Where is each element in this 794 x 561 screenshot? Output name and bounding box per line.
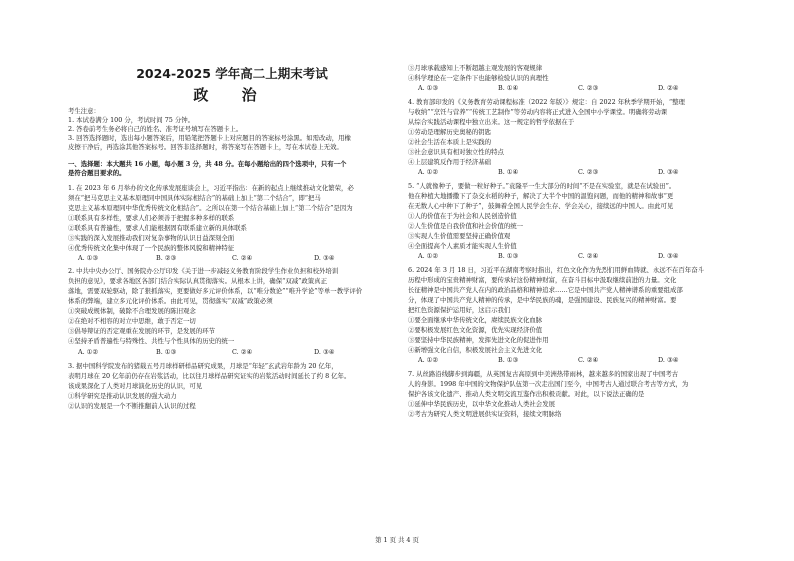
question-6-line: ①要全面继承中华传统文化，赓续民族文化血脉 — [408, 316, 543, 324]
question-5-option-d: D. ③④ — [658, 252, 679, 260]
question-6-line: 长征精神是中国共产党人在内的政治品格和精神追求……它是中国共产党人精神谱系的重要组成部 — [408, 286, 683, 294]
question-6-line: 6. 2024 年 3 月 18 日，习近平在湖南考察时指出，红色文化作为先烈们用鲜血铸就、永远不在百年奋斗 — [408, 266, 704, 274]
question-1-line: 克思主义基本原理同中华优秀传统文化相结合”。之所以在第一个结合基础上加上“第二个结合”是因为 — [68, 204, 353, 212]
question-5-line: ③实现人生价值需要坚持正确价值观 — [408, 232, 511, 240]
question-4-line: 从综合实践活动课程中独立出来。这一规定的哲学依据在于 — [408, 118, 575, 126]
question-7-line: 人的身影。1998 年中国的文物保护队伍第一次走出国门至今，中国考古人通过联合考古等方式，为 — [408, 380, 689, 388]
question-4-option-d: D. ③④ — [658, 168, 679, 176]
question-6-line: 历程中形成的宝贵精神财富，要传承好这份精神财富，在奋斗目标中汲取继续前进的力量。文化 — [408, 276, 677, 284]
question-4-option-a: A. ①② — [418, 168, 439, 176]
notice-item: 皮擦干净后，再选涂其他答案标号。回答非选择题时，将答案写在答题卡上，写在本试卷上无效。 — [68, 143, 343, 151]
question-1-line: ②联系具有普遍性，要求人们能根据固有联系建立新的具体联系 — [68, 224, 247, 232]
question-2-line: 2. 中共中央办公厅、国务院办公厅印发《关于进一步减轻义务教育阶段学生作业负担和校外培训 — [68, 267, 339, 275]
question-2-line: ②在绝对不相容的对立中思维，敢于否定一切 — [68, 317, 196, 325]
question-3-line: ④科学理论在一定条件下也能够检验认识的真理性 — [408, 74, 549, 82]
question-3-line: 3. 据中国科学院发布的猪载五号月球样研样品研究成果，月球是“年轻”玄武岩年龄为 20 亿年， — [68, 362, 338, 370]
question-3-option-c: C. ②③ — [578, 84, 599, 92]
question-4-line: ③社会意识具有相对独立性的特点 — [408, 148, 504, 156]
question-5-line: ①人的价值在于为社会和人民创造价值 — [408, 212, 517, 220]
section-heading: 是符合题目要求的。 — [68, 169, 126, 177]
question-5-option-a: A. ①② — [418, 252, 439, 260]
notice-item: 1. 本试卷满分 100 分，考试时间 75 分钟。 — [68, 116, 195, 124]
question-4-line: 与收纳”“烹饪与营养”“传统工艺制作”等劳动内容将正式进入全国中小学课堂。明确将劳动课 — [408, 108, 668, 116]
question-3-line: 表明月球在 20 亿年前仍存在岩浆活动，比以往月球样品研究证实的岩浆活动时间延长了约 8 亿年。 — [68, 372, 351, 380]
question-6-line: ④新增强文化自信，积极发展社会主义先进文化 — [408, 346, 543, 354]
question-1-line: 须在“把马克思主义基本原理同中国具体实际相结合”的基础上加上“第二个结合”，即“把马 — [68, 194, 321, 202]
question-4-line: 4. 教育部印发的《义务教育劳动课程标准（2022 年版）》规定：自 2022 年秋季学期开始，“整理 — [408, 98, 685, 106]
question-6-option-a: A. ①② — [418, 356, 439, 364]
question-2-option-d: D. ③④ — [314, 348, 335, 356]
question-2-line: ①突破成规体制，破除不合理发展的陈旧观念 — [68, 307, 196, 315]
question-3-line: ③月球承载感知上不断超越主观发展的客观规律 — [408, 64, 543, 72]
question-1-line: ①联系具有多样性，要求人们必须善于把握多种多样的联系 — [68, 214, 235, 222]
exam-title: 2024-2025 学年高二上期末考试 — [136, 66, 328, 81]
question-2-option-b: B. ①③ — [156, 348, 177, 356]
page-footer: 第 1 页 共 4 页 — [375, 536, 419, 544]
question-4-line: ②社会生活在本质上是实践的 — [408, 138, 492, 146]
question-4-option-b: B. ①④ — [498, 168, 519, 176]
question-3-option-d: D. ②④ — [658, 84, 679, 92]
question-1-line: 1. 在 2023 年 6 月举办的文化传承发展座谈会上，习近平指出：在新的起点上继续推动文化繁荣，必 — [68, 184, 354, 192]
question-5-option-c: C. ②④ — [578, 252, 599, 260]
question-1-option-a: A. ①③ — [78, 254, 99, 262]
question-1-option-d: D. ③④ — [314, 254, 335, 262]
question-1-line: ③实践的深入发展推动我们对复杂事物的认识日益深刻全面 — [68, 234, 235, 242]
question-4-line: ④上层建筑反作用于经济基础 — [408, 158, 492, 166]
subject-title: 政 治 — [193, 86, 271, 104]
notice-item: 2. 答卷前考生务必将自己的姓名、准考证号填写在答题卡上。 — [68, 125, 243, 133]
question-2-line: 负担的意见》，要求各地区各部门结合实际认真贯彻落实。从根本上讲，确保“双减”政策真正 — [68, 277, 327, 285]
question-2-option-c: C. ②④ — [232, 348, 253, 356]
question-3-option-a: A. ①③ — [418, 84, 439, 92]
question-1-option-c: C. ②④ — [232, 254, 253, 262]
question-1-option-b: B. ②③ — [156, 254, 177, 262]
question-7-line: ②考古为研究人类文明进展供实证资料，接续文明脉络 — [408, 410, 562, 418]
question-5-line: 他在种植大地播撒下了杂交水稻的种子，解决了大半个中国的温饱问题，而他的精神和故事“更 — [408, 192, 674, 200]
question-6-option-b: B. ①③ — [498, 356, 519, 364]
notice-item: 3. 回答选择题时，选出每小题答案后，用铅笔把答题卡上对应题目的答案标号涂黑。如需改动，用橡 — [68, 134, 351, 142]
question-7-line: 7. 从丝路沿线脚步到海疆，从英国复古高原到中美洲热带雨林，越来越多的国家出现了中国考古 — [408, 370, 679, 378]
question-6-option-d: D. ③④ — [658, 356, 679, 364]
question-3-line: 该成果深化了人类对月球演化历史的认识，可见 — [68, 382, 203, 390]
question-7-line: 保护各该文化遗产、推动人类文明交流互鉴作出积极贡献。对此，以下说法正确的是 — [408, 390, 645, 398]
question-2-line: 落地，需要双轮驱动，除了狠抓落实，更要做好多元评价体系，以“唯分数论”“唯升学论”等单一教学评价 — [68, 287, 363, 295]
question-6-option-c: C. ②④ — [578, 356, 599, 364]
question-5-line: ②人生价值是自我价值和社会价值的统一 — [408, 222, 524, 230]
question-2-option-a: A. ①② — [78, 348, 99, 356]
question-2-line: ③倡导辩证的否定观重在发展的环节，是发展的环节 — [68, 327, 215, 335]
question-6-line: 把红色资源保护运用好，这启示我们 — [408, 306, 511, 314]
notice-heading: 考生注意： — [68, 107, 100, 115]
question-5-line: 在无数人心中种下了种子”，鼓舞着全国人民学会生存、学会关心，接续远的中国人。由此可见 — [408, 202, 674, 210]
question-6-line: ③要坚持中华民族精神，发挥先进文化的促进作用 — [408, 336, 549, 344]
question-2-line: ④坚持矛盾普遍性与特殊性、共性与个性具体的历史的统一 — [68, 337, 235, 345]
question-3-line: ②认识的发展是一个不断推翻前人认识的过程 — [68, 402, 196, 410]
question-6-line: ②要积极发展红色文化资源，优先实现经济价值 — [408, 326, 543, 334]
question-2-line: 体系的弊端，建立多元化评价体系。由此可见，贯彻落实“双减”政策必须 — [68, 297, 273, 305]
question-5-option-b: B. ①③ — [498, 252, 519, 260]
question-4-option-c: C. ②③ — [578, 168, 599, 176]
question-5-line: ④全面提高个人素质才能实现人生价值 — [408, 242, 517, 250]
question-6-line: 分，体现了中国共产党人精神的传承，是中华民族的魂，是强国建设、民族复兴的精神财富。要 — [408, 296, 677, 304]
question-7-line: ①延伸中华民族历史，以中华文化推动人类社会发展 — [408, 400, 555, 408]
question-1-line: ④优秀传统文化集中体现了一个民族的整体风貌和精神特征 — [68, 244, 235, 252]
question-5-line: 5. “人就像种子，要做一粒好种子。”袁隆平一生大部分的时间“不是在实验室，就是在试验田”。 — [408, 182, 676, 190]
section-heading: 一、选择题：本大题共 16 小题，每小题 3 分，共 48 分。在每小题给出的四个选项中，只有一个 — [68, 160, 347, 168]
question-3-option-b: B. ①④ — [498, 84, 519, 92]
question-3-line: ①科学研究是推动认识发展的强大动力 — [68, 392, 177, 400]
question-4-line: ①劳动是理解历史奥秘的钥匙 — [408, 128, 492, 136]
